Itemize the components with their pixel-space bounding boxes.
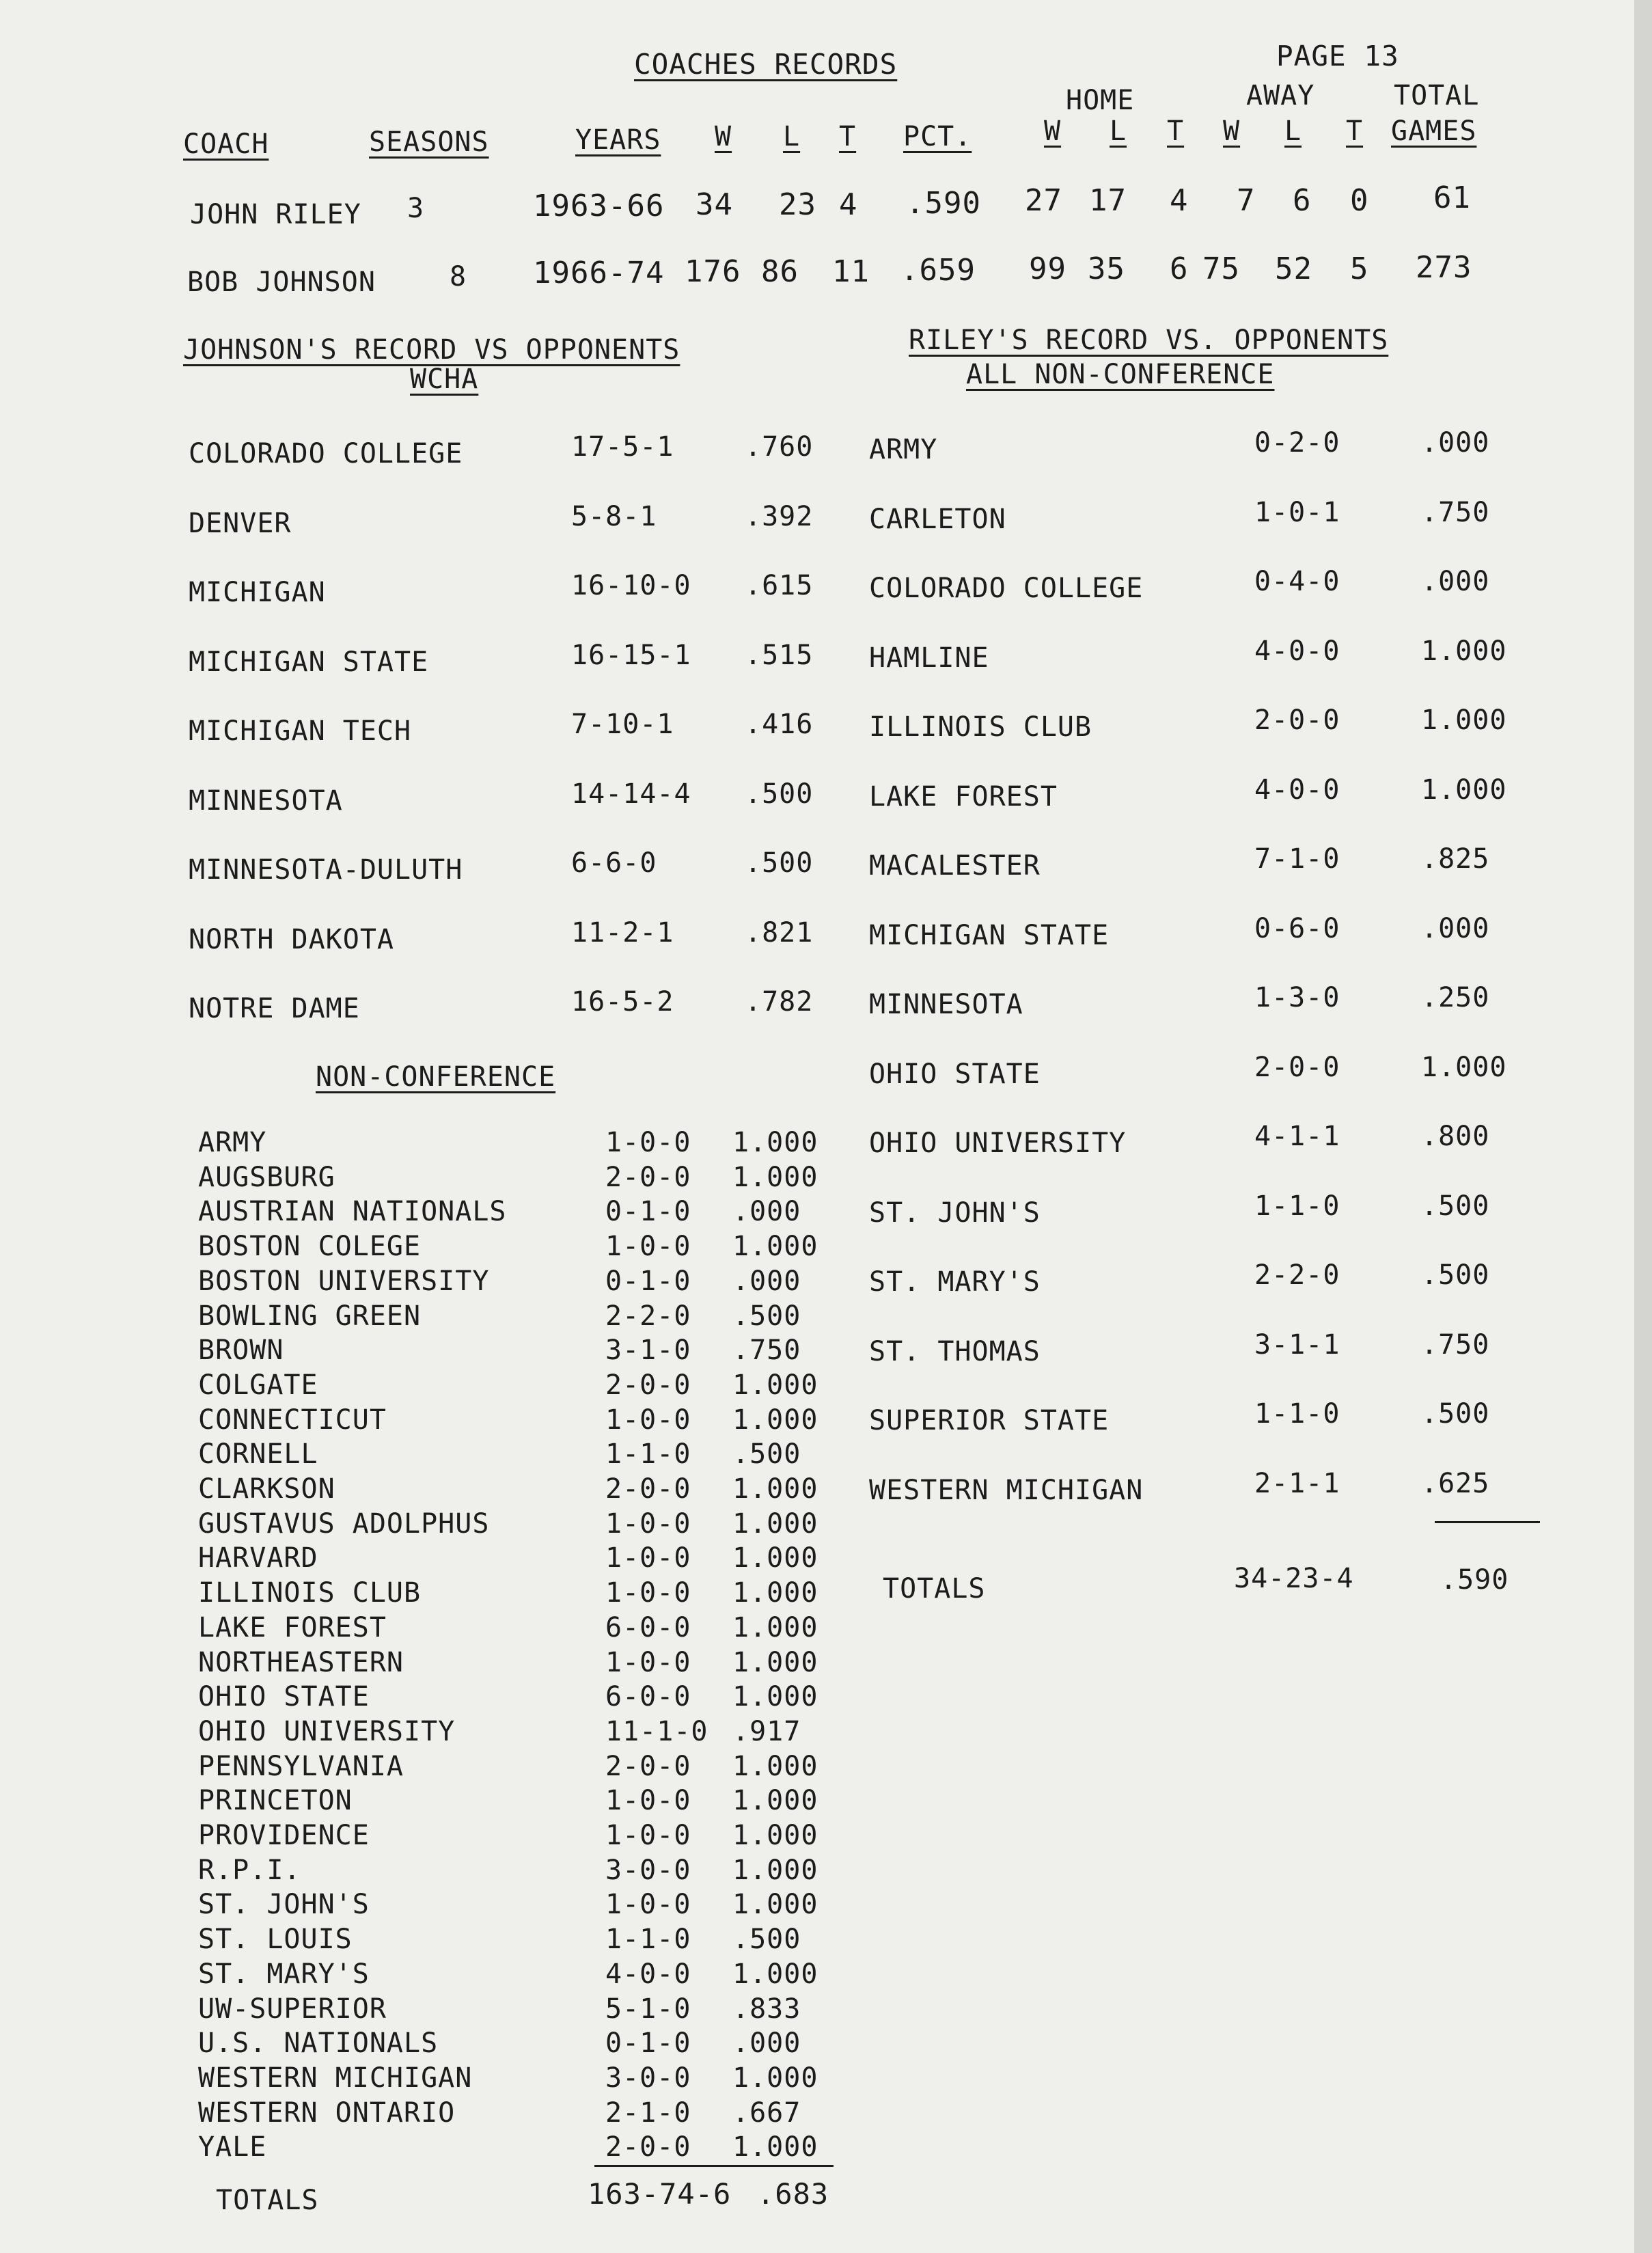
riley-row-record: 3-1-1 xyxy=(1254,1328,1340,1361)
riley-row-pct: .625 xyxy=(1421,1467,1490,1499)
nonconf-row-pct: 1.000 xyxy=(732,1127,818,1158)
coach-home-l: 17 xyxy=(1089,183,1127,218)
riley-row-pct: .500 xyxy=(1421,1259,1490,1291)
riley-totals-pct: .590 xyxy=(1440,1564,1509,1596)
nonconf-row-team: COLGATE xyxy=(198,1369,318,1401)
johnson-totals-record: 163-74-6 xyxy=(588,2177,732,2211)
nonconf-row-record: 2-1-0 xyxy=(605,2097,691,2129)
coach-t: 4 xyxy=(839,187,858,222)
wcha-row-team: MICHIGAN xyxy=(189,577,326,608)
nonconf-row-pct: 1.000 xyxy=(732,1611,818,1643)
nonconf-row-team: CORNELL xyxy=(198,1438,318,1471)
nonconf-row-team: BOWLING GREEN xyxy=(198,1300,422,1332)
riley-row-team: OHIO UNIVERSITY xyxy=(869,1128,1127,1159)
nonconf-row-record: 1-1-0 xyxy=(605,1438,691,1471)
wcha-row-record: 7-10-1 xyxy=(571,709,674,740)
riley-row-pct: .750 xyxy=(1421,1328,1490,1361)
nonconf-row-pct: 1.000 xyxy=(732,2062,818,2094)
nonconf-row-team: ILLINOIS CLUB xyxy=(198,1577,422,1609)
coach-t: 11 xyxy=(832,254,870,289)
nonconf-row-team: R.P.I. xyxy=(198,1854,301,1886)
johnson-totals-pct: .683 xyxy=(757,2177,829,2211)
header-away-t: T xyxy=(1346,115,1364,147)
johnson-totals-label: TOTALS xyxy=(216,2185,319,2216)
wcha-row-pct: .500 xyxy=(745,778,814,810)
coach-home-l: 35 xyxy=(1088,251,1125,286)
coach-away-w: 75 xyxy=(1202,251,1240,286)
riley-row-pct: .250 xyxy=(1421,982,1490,1013)
riley-row-team: COLORADO COLLEGE xyxy=(869,573,1144,604)
coach-home-t: 4 xyxy=(1170,183,1189,218)
page-number: PAGE 13 xyxy=(1276,40,1399,72)
johnson-nonconf-heading: NON-CONFERENCE xyxy=(316,1061,556,1093)
riley-totals-rule xyxy=(1435,1521,1540,1523)
riley-row-record: 2-0-0 xyxy=(1254,1051,1340,1083)
nonconf-row-record: 6-0-0 xyxy=(605,1681,691,1713)
nonconf-row-record: 6-0-0 xyxy=(605,1611,691,1643)
nonconf-row-record: 1-0-0 xyxy=(605,1231,691,1263)
nonconf-row-record: 3-1-0 xyxy=(605,1335,691,1367)
nonconf-row-record: 1-0-0 xyxy=(605,1542,691,1574)
nonconf-row-team: WESTERN ONTARIO xyxy=(198,2097,456,2129)
wcha-row-pct: .782 xyxy=(745,986,814,1018)
nonconf-row-pct: 1.000 xyxy=(732,1854,818,1886)
header-w: W xyxy=(715,121,732,152)
nonconf-row-pct: .750 xyxy=(732,1335,801,1367)
nonconf-row-team: GUSTAVUS ADOLPHUS xyxy=(198,1507,490,1540)
riley-row-team: SUPERIOR STATE xyxy=(869,1405,1110,1436)
nonconf-row-team: ST. LOUIS xyxy=(198,1924,353,1956)
coach-name: BOB JOHNSON xyxy=(187,267,376,298)
riley-row-record: 4-0-0 xyxy=(1254,635,1340,667)
wcha-row-team: MINNESOTA xyxy=(189,784,343,817)
header-seasons: SEASONS xyxy=(369,126,489,158)
nonconf-row-record: 1-0-0 xyxy=(605,1646,691,1678)
nonconf-row-pct: .917 xyxy=(732,1715,801,1747)
riley-row-record: 1-1-0 xyxy=(1254,1190,1340,1222)
nonconf-row-pct: 1.000 xyxy=(732,1820,818,1851)
riley-section-heading: RILEY'S RECORD VS. OPPONENTS xyxy=(909,325,1389,356)
riley-row-record: 4-0-0 xyxy=(1254,774,1340,806)
nonconf-row-pct: 1.000 xyxy=(732,1231,818,1263)
nonconf-row-team: NORTHEASTERN xyxy=(198,1646,404,1678)
riley-row-record: 4-1-1 xyxy=(1254,1121,1340,1152)
nonconf-row-team: HARVARD xyxy=(198,1542,318,1574)
nonconf-row-team: UW-SUPERIOR xyxy=(198,1993,387,2025)
nonconf-row-pct: 1.000 xyxy=(732,1958,818,1990)
nonconf-row-pct: 1.000 xyxy=(732,2131,818,2163)
nonconf-row-record: 2-2-0 xyxy=(605,1300,691,1332)
nonconf-row-team: U.S. NATIONALS xyxy=(198,2027,439,2060)
nonconf-row-pct: 1.000 xyxy=(732,1889,818,1921)
riley-row-team: OHIO STATE xyxy=(869,1058,1041,1090)
riley-totals-label: TOTALS xyxy=(883,1573,986,1605)
nonconf-row-team: BOSTON COLEGE xyxy=(198,1231,422,1263)
coach-home-w: 27 xyxy=(1025,183,1062,218)
riley-row-record: 0-6-0 xyxy=(1254,912,1340,944)
nonconf-row-team: AUSTRIAN NATIONALS xyxy=(198,1196,507,1228)
riley-row-pct: 1.000 xyxy=(1421,1051,1507,1083)
riley-row-pct: 1.000 xyxy=(1421,705,1507,736)
nonconf-row-record: 0-1-0 xyxy=(605,1196,691,1228)
nonconf-row-team: OHIO UNIVERSITY xyxy=(198,1715,456,1747)
nonconf-row-pct: 1.000 xyxy=(732,1507,818,1540)
wcha-row-team: MICHIGAN STATE xyxy=(189,646,429,678)
riley-row-pct: .000 xyxy=(1421,566,1490,597)
header-l: L xyxy=(783,121,801,152)
riley-row-record: 1-1-0 xyxy=(1254,1398,1340,1430)
nonconf-row-pct: 1.000 xyxy=(732,1369,818,1401)
wcha-row-record: 17-5-1 xyxy=(571,431,674,463)
header-away: AWAY xyxy=(1246,80,1315,111)
coach-away-t: 0 xyxy=(1350,183,1369,218)
nonconf-row-pct: .500 xyxy=(732,1300,801,1332)
nonconf-row-pct: .833 xyxy=(732,1993,801,2025)
nonconf-row-team: PRINCETON xyxy=(198,1785,353,1817)
nonconf-row-record: 1-0-0 xyxy=(605,1127,691,1158)
coach-w: 176 xyxy=(685,254,741,289)
riley-row-team: WESTERN MICHIGAN xyxy=(869,1474,1144,1506)
riley-totals-record: 34-23-4 xyxy=(1234,1563,1354,1594)
nonconf-row-pct: 1.000 xyxy=(732,1681,818,1713)
coach-games: 273 xyxy=(1416,250,1472,285)
coach-l: 23 xyxy=(779,187,816,222)
riley-row-record: 0-2-0 xyxy=(1254,427,1340,459)
coach-pct: .659 xyxy=(900,253,976,288)
nonconf-row-pct: 1.000 xyxy=(732,1404,818,1436)
riley-row-pct: .000 xyxy=(1421,912,1490,944)
nonconf-row-record: 3-0-0 xyxy=(605,1854,691,1886)
nonconf-row-pct: .500 xyxy=(732,1924,801,1956)
wcha-row-team: MINNESOTA-DULUTH xyxy=(189,854,463,886)
nonconf-row-team: WESTERN MICHIGAN xyxy=(198,2062,473,2094)
nonconf-row-team: ST. MARY'S xyxy=(198,1958,370,1990)
header-games: GAMES xyxy=(1391,115,1477,147)
coach-away-w: 7 xyxy=(1237,183,1256,218)
nonconf-row-pct: 1.000 xyxy=(732,1542,818,1574)
wcha-row-pct: .416 xyxy=(745,709,814,740)
nonconf-row-pct: .500 xyxy=(732,1438,801,1471)
wcha-row-team: NOTRE DAME xyxy=(189,993,360,1024)
nonconf-row-team: AUGSBURG xyxy=(198,1161,335,1193)
riley-row-team: ARMY xyxy=(869,434,938,465)
riley-row-pct: .000 xyxy=(1421,427,1490,459)
riley-row-team: ILLINOIS CLUB xyxy=(869,711,1092,743)
coach-home-t: 6 xyxy=(1170,251,1189,286)
riley-subheading: ALL NON-CONFERENCE xyxy=(966,359,1275,390)
riley-row-pct: .500 xyxy=(1421,1190,1490,1222)
riley-row-team: ST. THOMAS xyxy=(869,1335,1041,1367)
nonconf-row-team: PENNSYLVANIA xyxy=(198,1750,404,1782)
riley-row-pct: 1.000 xyxy=(1421,774,1507,806)
nonconf-row-team: CLARKSON xyxy=(198,1473,335,1505)
nonconf-row-pct: 1.000 xyxy=(732,1750,818,1782)
nonconf-row-team: ARMY xyxy=(198,1127,267,1158)
wcha-row-team: MICHIGAN TECH xyxy=(189,715,412,747)
coach-years: 1963-66 xyxy=(533,189,665,223)
nonconf-row-pct: 1.000 xyxy=(732,1646,818,1678)
nonconf-row-team: PROVIDENCE xyxy=(198,1820,370,1851)
riley-row-pct: .500 xyxy=(1421,1398,1490,1430)
wcha-row-record: 11-2-1 xyxy=(571,916,674,948)
nonconf-row-pct: 1.000 xyxy=(732,1577,818,1609)
coach-away-l: 52 xyxy=(1275,251,1312,286)
riley-row-record: 2-0-0 xyxy=(1254,705,1340,736)
nonconf-row-pct: .000 xyxy=(732,1196,801,1228)
nonconf-row-team: BROWN xyxy=(198,1335,284,1367)
header-home: HOME xyxy=(1066,85,1135,116)
riley-row-record: 0-4-0 xyxy=(1254,566,1340,597)
nonconf-row-record: 5-1-0 xyxy=(605,1993,691,2025)
nonconf-row-pct: 1.000 xyxy=(732,1161,818,1193)
coach-games: 61 xyxy=(1433,180,1471,215)
riley-row-record: 7-1-0 xyxy=(1254,843,1340,875)
header-pct: PCT. xyxy=(903,121,972,152)
wcha-row-pct: .515 xyxy=(745,639,814,671)
riley-row-record: 1-3-0 xyxy=(1254,982,1340,1013)
nonconf-row-record: 2-0-0 xyxy=(605,2131,691,2163)
coach-w: 34 xyxy=(696,187,733,222)
page-edge xyxy=(1634,0,1652,2253)
riley-row-team: LAKE FOREST xyxy=(869,780,1058,813)
riley-row-team: ST. MARY'S xyxy=(869,1266,1041,1298)
header-away-w: W xyxy=(1223,115,1241,147)
riley-row-record: 1-0-1 xyxy=(1254,496,1340,528)
nonconf-row-record: 1-1-0 xyxy=(605,1924,691,1956)
riley-row-pct: .800 xyxy=(1421,1121,1490,1152)
wcha-row-record: 6-6-0 xyxy=(571,847,657,879)
johnson-wcha-heading: WCHA xyxy=(410,364,479,395)
wcha-row-pct: .500 xyxy=(745,847,814,879)
wcha-row-record: 14-14-4 xyxy=(571,778,691,810)
wcha-row-record: 16-10-0 xyxy=(571,570,691,601)
nonconf-row-record: 0-1-0 xyxy=(605,1265,691,1297)
page-title: COACHES RECORDS xyxy=(634,48,898,81)
johnson-section-heading: JOHNSON'S RECORD VS OPPONENTS xyxy=(183,334,680,366)
nonconf-row-record: 1-0-0 xyxy=(605,1404,691,1436)
header-years: YEARS xyxy=(575,124,661,156)
nonconf-row-record: 2-0-0 xyxy=(605,1369,691,1401)
riley-row-team: ST. JOHN'S xyxy=(869,1197,1041,1229)
wcha-row-team: COLORADO COLLEGE xyxy=(189,438,463,469)
riley-row-team: CARLETON xyxy=(869,503,1006,535)
wcha-row-record: 16-5-2 xyxy=(571,986,674,1018)
nonconf-row-record: 0-1-0 xyxy=(605,2027,691,2060)
nonconf-row-record: 2-0-0 xyxy=(605,1750,691,1782)
header-coach: COACH xyxy=(183,128,269,160)
header-away-l: L xyxy=(1284,115,1302,147)
riley-row-record: 2-1-1 xyxy=(1254,1467,1340,1499)
nonconf-row-pct: .000 xyxy=(732,1265,801,1297)
nonconf-row-pct: 1.000 xyxy=(732,1473,818,1505)
nonconf-row-pct: 1.000 xyxy=(732,1785,818,1817)
nonconf-row-team: YALE xyxy=(198,2131,267,2163)
nonconf-row-team: LAKE FOREST xyxy=(198,1611,387,1643)
nonconf-row-record: 1-0-0 xyxy=(605,1820,691,1851)
header-home-w: W xyxy=(1044,115,1062,147)
riley-row-pct: .825 xyxy=(1421,843,1490,875)
nonconf-row-record: 1-0-0 xyxy=(605,1785,691,1817)
riley-row-record: 2-2-0 xyxy=(1254,1259,1340,1291)
nonconf-row-record: 2-0-0 xyxy=(605,1473,691,1505)
coach-away-l: 6 xyxy=(1293,183,1312,218)
nonconf-row-team: BOSTON UNIVERSITY xyxy=(198,1265,490,1297)
coach-home-w: 99 xyxy=(1029,251,1066,286)
riley-row-team: MICHIGAN STATE xyxy=(869,919,1110,951)
header-home-t: T xyxy=(1167,115,1185,147)
nonconf-row-record: 4-0-0 xyxy=(605,1958,691,1990)
wcha-row-team: NORTH DAKOTA xyxy=(189,923,394,955)
riley-row-team: MACALESTER xyxy=(869,850,1041,882)
coach-pct: .590 xyxy=(906,186,981,221)
nonconf-row-record: 2-0-0 xyxy=(605,1161,691,1193)
nonconf-row-record: 1-0-0 xyxy=(605,1577,691,1609)
wcha-row-pct: .615 xyxy=(745,570,814,601)
coach-seasons: 3 xyxy=(407,193,425,224)
wcha-row-record: 5-8-1 xyxy=(571,500,657,532)
wcha-row-pct: .392 xyxy=(745,500,814,532)
nonconf-row-record: 1-0-0 xyxy=(605,1889,691,1921)
johnson-totals-rule xyxy=(594,2165,834,2167)
coach-years: 1966-74 xyxy=(533,256,665,290)
riley-row-pct: 1.000 xyxy=(1421,635,1507,667)
header-total: TOTAL xyxy=(1394,80,1480,111)
nonconf-row-team: OHIO STATE xyxy=(198,1681,370,1713)
nonconf-row-pct: .000 xyxy=(732,2027,801,2060)
nonconf-row-record: 3-0-0 xyxy=(605,2062,691,2094)
wcha-row-team: DENVER xyxy=(189,507,292,539)
nonconf-row-record: 1-0-0 xyxy=(605,1507,691,1540)
riley-row-team: HAMLINE xyxy=(869,642,989,674)
wcha-row-pct: .760 xyxy=(745,431,814,463)
nonconf-row-team: CONNECTICUT xyxy=(198,1404,387,1436)
nonconf-row-team: ST. JOHN'S xyxy=(198,1889,370,1921)
riley-row-pct: .750 xyxy=(1421,496,1490,528)
coach-name: JOHN RILEY xyxy=(190,199,361,230)
coach-away-t: 5 xyxy=(1350,251,1369,286)
coach-l: 86 xyxy=(761,254,799,289)
riley-row-team: MINNESOTA xyxy=(869,989,1023,1020)
nonconf-row-record: 11-1-0 xyxy=(605,1715,708,1747)
wcha-row-pct: .821 xyxy=(745,916,814,948)
header-t: T xyxy=(839,121,857,152)
header-home-l: L xyxy=(1110,115,1127,147)
coach-seasons: 8 xyxy=(450,261,467,292)
nonconf-row-pct: .667 xyxy=(732,2097,801,2129)
wcha-row-record: 16-15-1 xyxy=(571,639,691,671)
